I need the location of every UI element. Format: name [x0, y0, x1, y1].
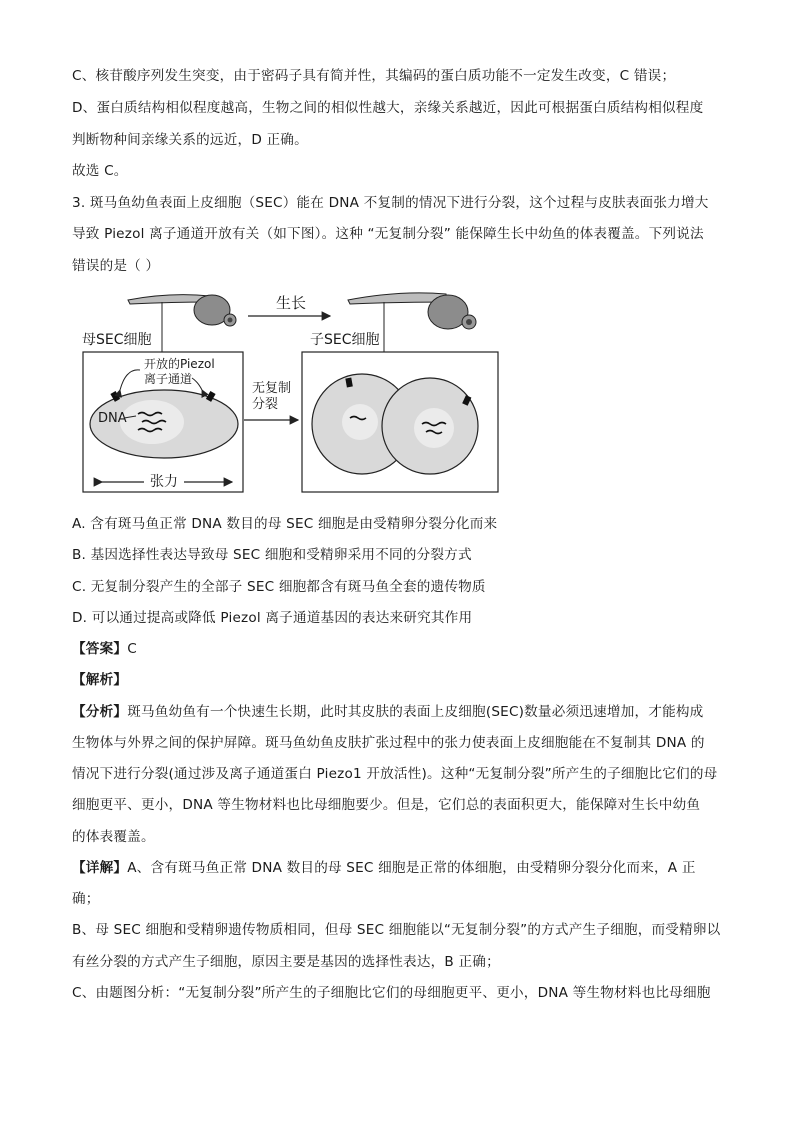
division-label-line2: 分裂 [252, 397, 279, 412]
answer-value: C [127, 641, 137, 657]
channel-label-line1: 开放的Piezol [144, 357, 215, 371]
question-stem: 导致 Piezol 离子通道开放有关（如下图）。这种 “无复制分裂” 能保障生长中幼鱼的体表覆盖。下列说法 [72, 226, 704, 242]
option-b: B. 基因选择性表达导致母 SEC 细胞和受精卵采用不同的分裂方式 [72, 547, 472, 563]
text-line: 故选 C。 [72, 163, 128, 179]
text-line: D、蛋白质结构相似程度越高，生物之间的相似性越大，亲缘关系越近，因此可根据蛋白质结构相似程度 [72, 100, 704, 116]
daughter-sec-label: 子SEC细胞 [310, 332, 380, 348]
option-a: A. 含有斑马鱼正常 DNA 数目的母 SEC 细胞是由受精卵分裂分化而来 [72, 516, 498, 532]
question-stem: 错误的是（ ） [72, 258, 160, 274]
analysis-line: 细胞更平、更小，DNA 等生物材料也比母细胞要少。但是，它们总的表面积更大，能保障对生长中幼鱼 [72, 797, 701, 813]
text-line: 判断物种间亲缘关系的远近，D 正确。 [72, 132, 308, 148]
nucleus [120, 400, 184, 444]
nucleus [414, 408, 454, 448]
option-d: D. 可以通过提高或降低 Piezol 离子通道基因的表达来研究其作用 [72, 610, 473, 626]
analysis-sub-tag: 【分析】 [72, 704, 128, 720]
larval-fish-small [128, 295, 236, 326]
text-line: C、核苷酸序列发生突变，由于密码子具有简并性，其编码的蛋白质功能不一定发生改变，C 错误； [72, 68, 676, 84]
answer-line [72, 639, 722, 659]
analysis-line: 生物体与外界之间的保护屏障。斑马鱼幼鱼皮肤扩张过程中的张力使表面上皮细胞能在不复制其 DNA 的 [72, 735, 705, 751]
analysis-text: 斑马鱼幼鱼有一个快速生长期，此时其皮肤的表面上皮细胞(SEC)数量必须迅速增加，才能构成 [127, 704, 704, 720]
option-c: C. 无复制分裂产生的全部子 SEC 细胞都含有斑马鱼全套的遗传物质 [72, 579, 486, 595]
nucleus [342, 404, 378, 440]
figure-svg [80, 288, 500, 498]
growth-label: 生长 [276, 294, 307, 312]
detail-tag: 【详解】 [72, 860, 128, 876]
channel-label-line2: 离子通道 [144, 372, 193, 386]
detail-text: A、含有斑马鱼正常 DNA 数目的母 SEC 细胞是正常的体细胞，由受精卵分裂分化而来，A 正 [127, 860, 696, 876]
tension-label: 张力 [150, 474, 178, 490]
detail-line [72, 858, 722, 878]
analysis-heading [72, 670, 722, 690]
detail-line: C、由题图分析：“无复制分裂”所产生的子细胞比它们的母细胞更平、更小，DNA 等生物材料也比母细胞 [72, 985, 711, 1001]
analysis-line: 情况下进行分裂(通过涉及离子通道蛋白 Piezo1 开放活性)。这种“无复制分裂”所产生的子细胞比它们的母 [72, 766, 718, 782]
analysis-line: 的体表覆盖。 [72, 829, 155, 845]
larval-fish-large [348, 293, 476, 329]
question-stem: 3. 斑马鱼幼鱼表面上皮细胞（SEC）能在 DNA 不复制的情况下进行分裂，这个过程与皮肤表面张力增大 [72, 195, 709, 211]
analysis-tag: 【解析】 [72, 672, 128, 688]
detail-line: 确； [72, 891, 100, 907]
analysis-line [72, 702, 722, 722]
detail-line: 有丝分裂的方式产生子细胞，原因主要是基因的选择性表达，B 正确； [72, 954, 500, 970]
detail-line: B、母 SEC 细胞和受精卵遗传物质相同，但母 SEC 细胞能以“无复制分裂”的方式产生子细胞，而受精卵以 [72, 922, 721, 938]
dna-label: DNA [98, 411, 127, 426]
sec-division-figure [80, 288, 500, 498]
answer-tag: 【答案】 [72, 641, 128, 657]
mother-sec-label: 母SEC细胞 [82, 332, 152, 348]
division-label-line1: 无复制 [252, 381, 292, 396]
